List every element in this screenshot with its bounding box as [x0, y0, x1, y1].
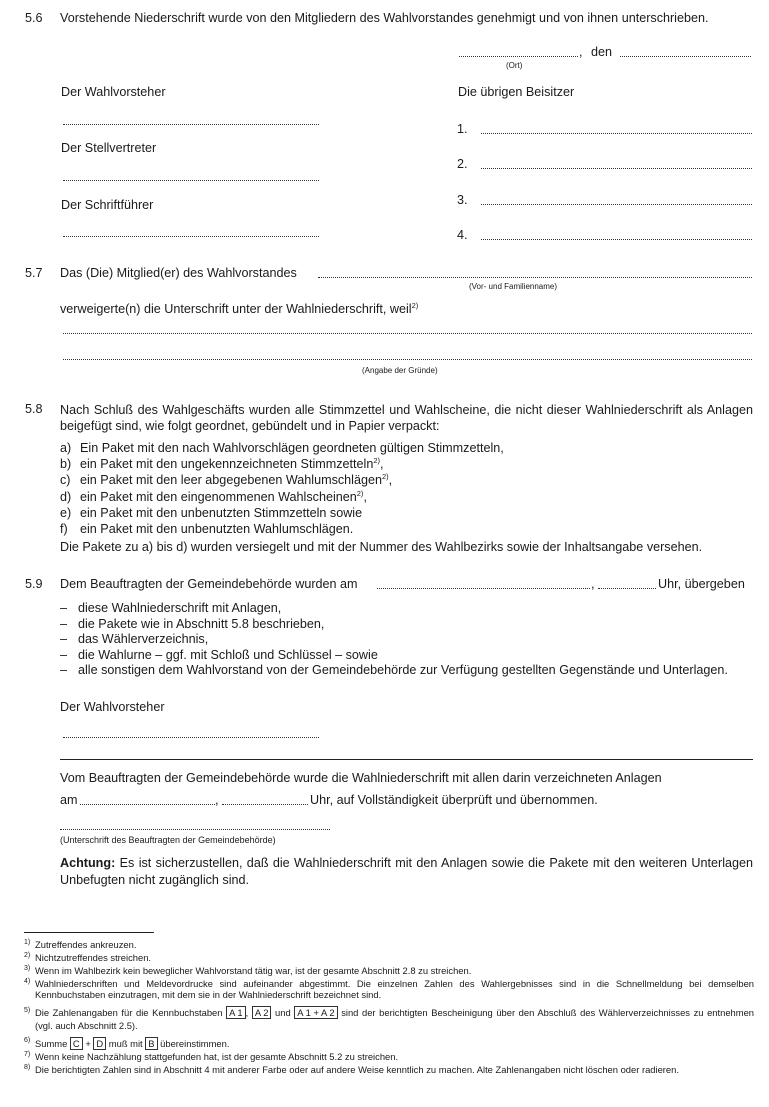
section-number-5-6: 5.6 [25, 11, 43, 25]
beisitzer-number: 2. [457, 157, 468, 171]
wahlvorsteher-label: Der Wahlvorsteher [61, 85, 166, 99]
footnote: 6) Summe C + D muß mit B übereinstimmen. [24, 1037, 230, 1049]
list-item: – alle sonstigen dem Wahlvorstand von der Gemeindebehörde zur Verfügung gestellten Gegenstände und Unterlagen. [60, 663, 728, 678]
refused-text: verweigerte(n) die Unterschrift unter der Wahlniederschrift, weil$^{2)}$ [60, 301, 419, 316]
package-list [60, 440, 504, 537]
wahlvorsteher-signature-line-2[interactable] [63, 737, 319, 738]
schriftfuehrer-label: Der Schriftführer [61, 198, 154, 212]
den-label: den [591, 45, 613, 59]
footnote: 1) Zutreffendes ankreuzen. [24, 939, 137, 950]
beauftragter-signature-line[interactable] [60, 829, 330, 830]
section-number-5-9: 5.9 [25, 577, 43, 591]
footnote: 5) Die Zahlenangaben für die Kennbuchstaben A 1 , A 2 und A 1 + A 2 sind der berichtigten Bescheinigung über den Abschluß des Wählerverzeichnisses zu entnehmen (vgl. auch Abschnitt 2.5). [24, 1007, 755, 1031]
handover-list [60, 601, 753, 679]
ort-line[interactable] [459, 56, 578, 57]
section-5-8-intro: Nach Schluß des Wahlgeschäfts wurden alle Stimmzettel und Wahlscheine, die nicht dieser Wahlniederschrift als Anlagen beigefügt sind, wie folgt geordnet, gebündelt und in Papier verpackt: [60, 403, 753, 433]
list-item: a) Ein Paket mit den nach Wahlvorschlägen geordneten gültigen Stimmzetteln, [60, 441, 504, 455]
section-number-5-8: 5.8 [25, 402, 43, 416]
handover-text: Vom Beauftragten der Gemeindebehörde wurde die Wahlniederschrift mit allen darin verzeichneten Anlagen [60, 771, 662, 785]
footnote: 3) Wenn im Wahlbezirk kein beweglicher Wahlvorstand tätig war, ist der gesamte Abschnitt 2.8 zu streichen. [24, 965, 472, 976]
handover-am: am [60, 793, 78, 807]
takeover-date-line[interactable] [80, 804, 215, 805]
beisitzer-signature-line[interactable] [481, 239, 752, 240]
list-item: – das Wählerverzeichnis, [60, 632, 209, 647]
footnote: 8) Die berichtigten Zahlen sind in Abschnitt 4 mit anderer Farbe oder auf andere Weise kenntlich zu machen. Alte Zahlenangaben nicht löschen oder radieren. [24, 1064, 679, 1075]
section-5-9-intro: Dem Beauftragten der Gemeindebehörde wurden am [60, 577, 358, 591]
list-item: – die Pakete wie in Abschnitt 5.8 beschrieben, [60, 616, 325, 631]
footnote: 4) Wahlniederschriften und Meldevordrucke sind aufeinander abgestimmt. Die einzelnen Zahlen des Wahlergebnisses sind in die Schnellmeldung bei demselben Kennbuchstaben einzutragen, mit dem sie in der Wahlniederschrift bezeichnet sind. [24, 978, 754, 1000]
list-item: – diese Wahlniederschrift mit Anlagen, [60, 601, 282, 615]
wahlvorsteher-signature-line[interactable] [63, 124, 319, 125]
beisitzer-number: 3. [457, 193, 468, 207]
reason-caption: (Angabe der Gründe) [362, 366, 438, 375]
list-item: d) ein Paket mit den eingenommenen Wahlscheinen$^{2)}$, [60, 488, 367, 504]
footnote: 7) Wenn keine Nachzählung stattgefunden hat, ist der gesamte Abschnitt 5.2 zu streichen. [24, 1051, 399, 1062]
beisitzer-signature-line[interactable] [481, 204, 752, 205]
footnote: 2) Nichtzutreffendes streichen. [24, 952, 152, 963]
date-line[interactable] [620, 56, 751, 57]
section-5-8-closing: Die Pakete zu a) bis d) wurden versiegelt und mit der Nummer des Wahlbezirks sowie der Inhaltsangabe versehen. [60, 540, 703, 554]
list-item: f) ein Paket mit den unbenutzten Wahlumschlägen. [60, 522, 354, 537]
member-name-caption: (Vor- und Familienname) [469, 282, 558, 291]
section-5-9-intro-end: Uhr, übergeben [658, 577, 745, 591]
stellvertreter-label: Der Stellvertreter [61, 141, 157, 155]
beisitzer-signature-line[interactable] [481, 133, 752, 134]
beisitzer-number: 4. [457, 228, 468, 242]
beauftragter-signature-caption: (Unterschrift des Beauftragten der Gemeindebehörde) [60, 835, 276, 845]
reason-line[interactable] [63, 359, 752, 360]
schriftfuehrer-signature-line[interactable] [63, 236, 319, 237]
stellvertreter-signature-line[interactable] [63, 180, 319, 181]
reason-line[interactable] [63, 333, 752, 334]
beisitzer-signature-line[interactable] [481, 168, 752, 169]
takeover-time-line[interactable] [222, 804, 308, 805]
beisitzer-label: Die übrigen Beisitzer [458, 85, 575, 99]
wahlvorsteher-label-2: Der Wahlvorsteher [60, 700, 165, 714]
handover-time-line[interactable] [598, 588, 656, 589]
list-item: – die Wahlurne – ggf. mit Schloß und Schlüssel – sowie [60, 647, 378, 662]
achtung-note: Achtung: Es ist sicherzustellen, daß die Wahlniederschrift mit den Anlagen sowie die Pakete mit den weiteren Unterlagen Unbefugten nicht zugänglich sind. [60, 856, 754, 887]
section-number-5-7: 5.7 [25, 266, 43, 280]
handover-date-line[interactable] [377, 588, 590, 589]
section-5-6-text: Vorstehende Niederschrift wurde von den Mitgliedern des Wahlvorstandes genehmigt und von ihnen unterschrieben. [60, 11, 709, 25]
list-item: b) ein Paket mit den ungekennzeichneten Stimmzetteln$^{2)}$, [60, 456, 384, 472]
list-item: e) ein Paket mit den unbenutzten Stimmzetteln sowie [60, 505, 363, 520]
section-divider [60, 759, 753, 760]
section-5-7-text: Das (Die) Mitglied(er) des Wahlvorstandes [60, 266, 297, 280]
beisitzer-number: 1. [457, 122, 468, 136]
member-name-line[interactable] [318, 277, 752, 278]
list-item: c) ein Paket mit den leer abgegebenen Wahlumschlägen$^{2)}$, [60, 472, 393, 488]
handover-uhr: Uhr, auf Vollständigkeit überprüft und übernommen. [310, 793, 598, 807]
footnote-rule [24, 932, 154, 933]
ort-caption: (Ort) [506, 61, 523, 70]
